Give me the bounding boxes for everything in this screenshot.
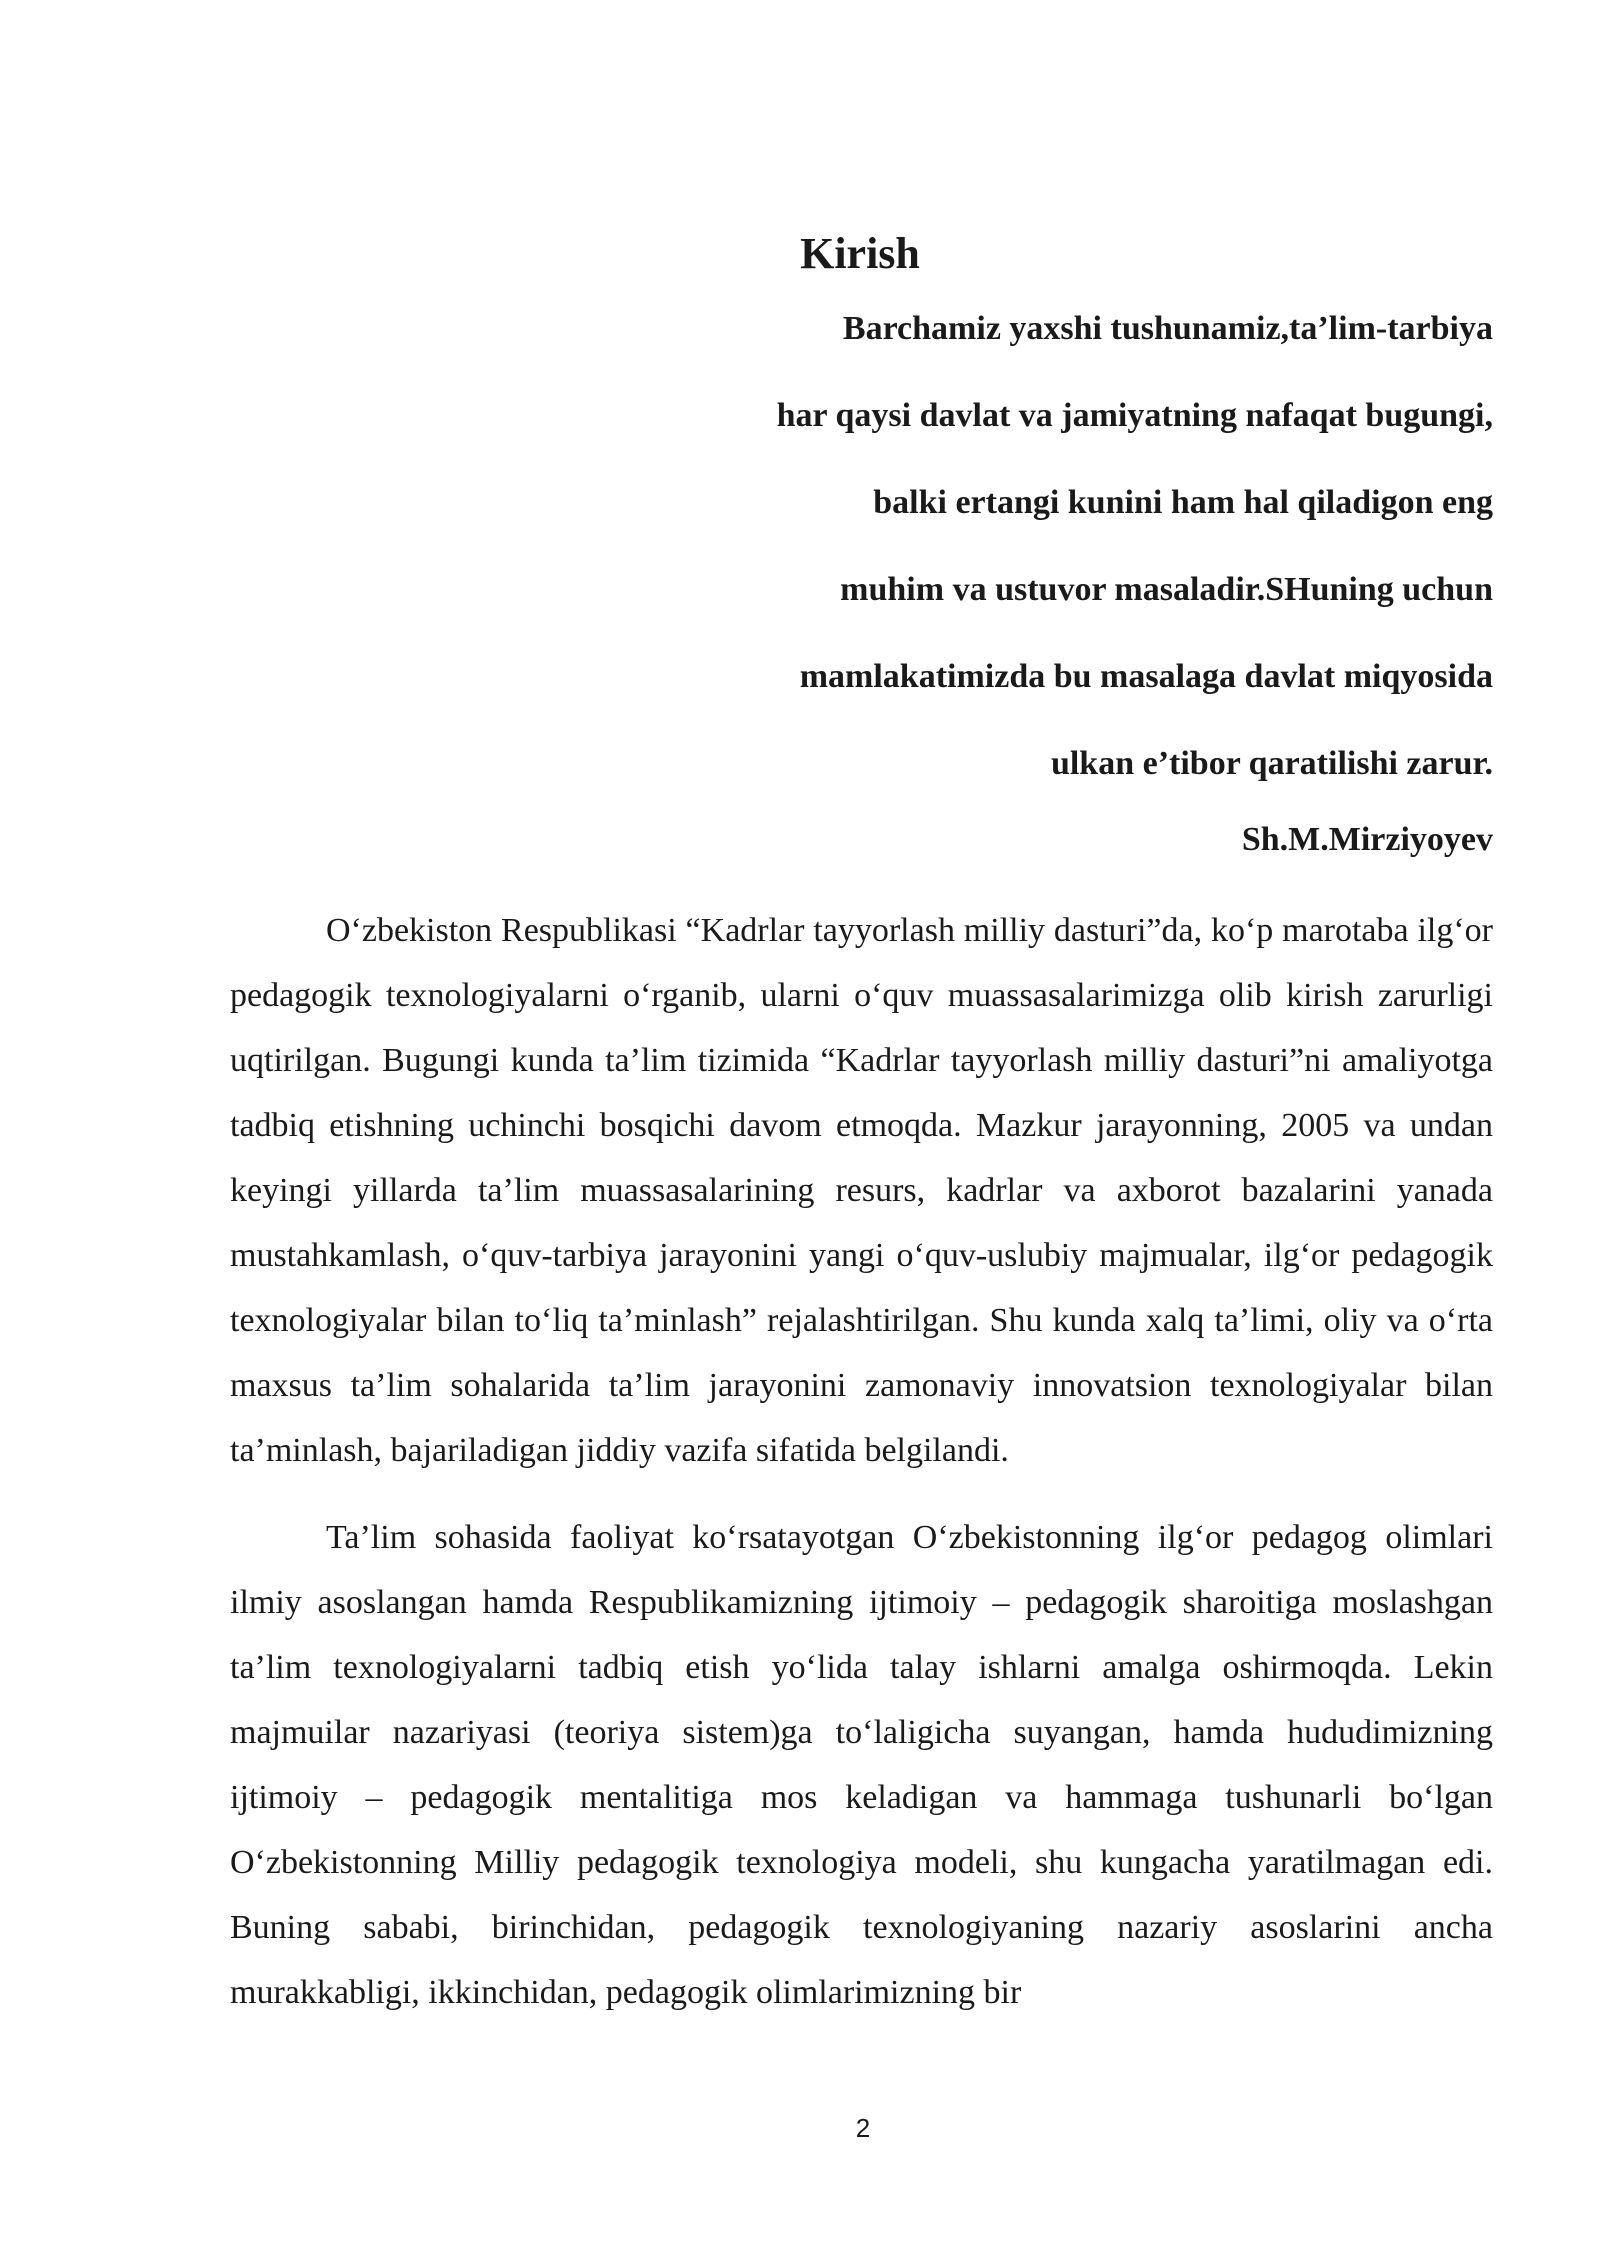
epigraph (593, 285, 1493, 873)
body-text (230, 898, 1493, 2025)
paragraph: Ta’lim sohasida faoliyat ko‘rsatayotgan O‘zbekistonning ilg‘or pedagog olimlari ilmiy asoslangan hamda Respublikamizning ijtimoiy – pedagogik sharoitiga moslashgan ta’lim texnologiyalarni tadbiq etish yo‘lida talay ishlarni amalga oshirmoqda. Lekin majmuilar nazariyasi (teoriya sistem)ga to‘laligicha suyangan, hamda hududimizning ijtimoiy – pedagogik mentalitiga mos keladigan va hammaga tushunarli bo‘lgan O‘zbekistonning Milliy pedagogik texnologiya modeli, shu kungacha yaratilmagan edi. Buning sababi, birinchidan, pedagogik texnologiyaning nazariy asoslarini ancha murakkabligi, ikkinchidan, pedagogik olimlarimizning bir (230, 1519, 1493, 2011)
paragraph: O‘zbekiston Respublikasi “Kadrlar tayyorlash milliy dasturi”da, ko‘p marotaba ilg‘or pedagogik texnologiyalarni o‘rganib, ularni o‘quv muassasalarimizga olib kirish zarurligi uqtirilgan. Bugungi kunda ta’lim tizimida “Kadrlar tayyorlash milliy dasturi”ni amaliyotga tadbiq etishning uchinchi bosqichi davom etmoqda. Mazkur jarayonning, 2005 va undan keyingi yillarda ta’lim muassasalarining resurs, kadrlar va axborot bazalarini yanada mustahkamlash, o‘quv-tarbiya jarayonini yangi o‘quv-uslubiy majmualar, ilg‘or pedagogik texnologiyalar bilan to‘liq ta’minlash” rejalashtirilgan. Shu kunda xalq ta’limi, oliy va o‘rta maxsus ta’lim sohalarida ta’lim jarayonini zamonaviy innovatsion texnologiyalar bilan ta’minlash, bajariladigan jiddiy vazifa sifatida belgilandi. (230, 912, 1493, 1469)
epigraph-line: muhim va ustuvor masaladir.SHuning uchun (840, 571, 1493, 608)
epigraph-line: Barchamiz yaxshi tushunamiz,ta’lim-tarbiya (842, 310, 1493, 347)
epigraph-line: har qaysi davlat va jamiyatning nafaqat bugungi, (776, 397, 1493, 434)
epigraph-line: mamlakatimizda bu masalaga davlat miqyosida (799, 658, 1493, 695)
epigraph-author: Sh.M.Mirziyoyev (1241, 821, 1493, 858)
epigraph-line: balki ertangi kunini ham hal qiladigon eng (873, 484, 1493, 521)
epigraph-line: ulkan e’tibor qaratilishi zarur. (1050, 745, 1493, 782)
page-number: 2 (855, 2113, 871, 2143)
section-heading: Kirish (800, 229, 920, 278)
